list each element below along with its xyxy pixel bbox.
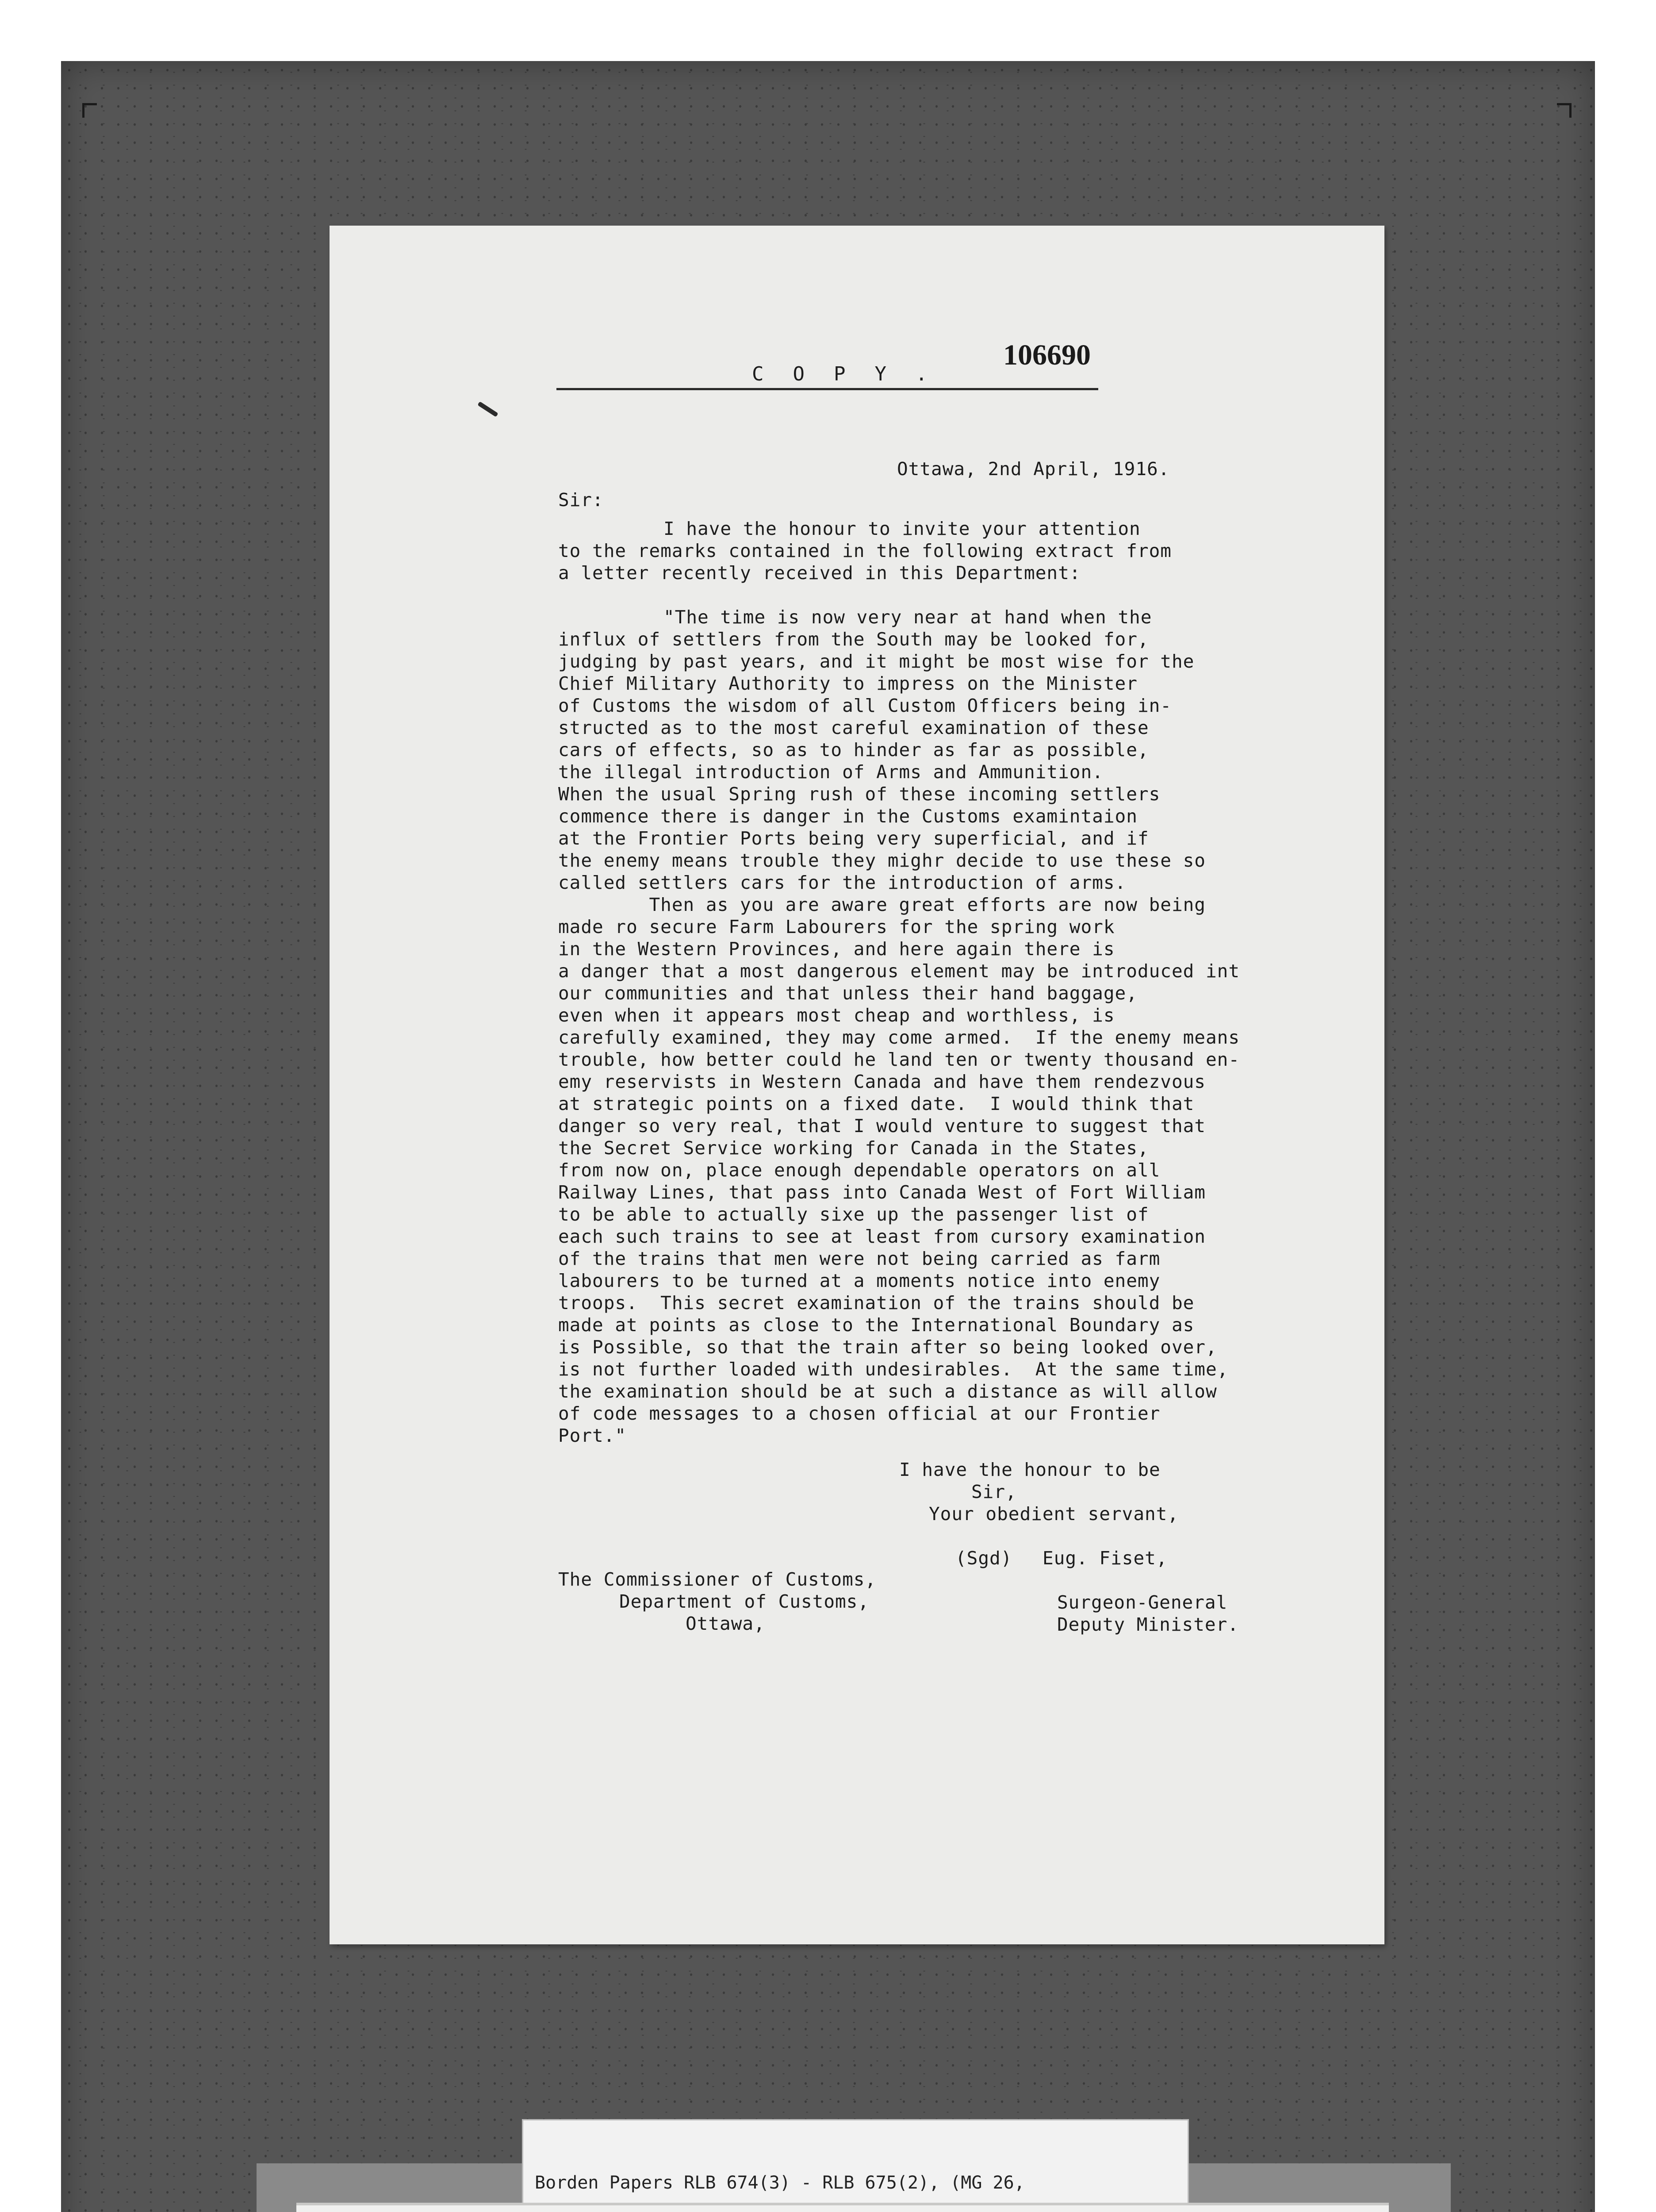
- quote-line: emy reservists in Western Canada and have them rendezvous: [558, 1071, 1206, 1092]
- quote-line: is Possible, so that the train after so being looked over,: [558, 1336, 1217, 1358]
- quote-line: Railway Lines, that pass into Canada West of Fort William: [558, 1182, 1206, 1203]
- crop-mark-top-left: [82, 103, 97, 118]
- quote-line: commence there is danger in the Customs examintaion: [558, 806, 1138, 827]
- quote-line: at the Frontier Ports being very superficial, and if: [558, 828, 1149, 849]
- closing-line: Sir,: [971, 1481, 1017, 1502]
- signer-name: Eug. Fiset,: [1043, 1548, 1168, 1569]
- crop-mark-top-right: [1557, 103, 1572, 118]
- quote-line: carefully examined, they may come armed. If the enemy means: [558, 1027, 1240, 1048]
- quote-line: trouble, how better could he land ten or twenty thousand en-: [558, 1049, 1240, 1070]
- quote-line: influx of settlers from the South may be looked for,: [558, 629, 1149, 650]
- quote-line: Then as you are aware great efforts are now being: [558, 894, 1206, 915]
- quote-line: made ro secure Farm Labourers for the spring work: [558, 916, 1115, 937]
- quote-line: to be able to actually sixe up the passenger list of: [558, 1204, 1149, 1225]
- quote-line: a danger that a most dangerous element may be introduced int: [558, 960, 1240, 982]
- closing-line: Your obedient servant,: [929, 1503, 1179, 1525]
- quote-line: of Customs the wisdom of all Custom Officers being in-: [558, 695, 1172, 716]
- quote-line: of the trains that men were not being carried as farm: [558, 1248, 1161, 1269]
- quote-line: "The time is now very near at hand when the: [663, 607, 1152, 628]
- quote-line: is not further loaded with undesirables. At the same time,: [558, 1359, 1229, 1380]
- quote-line: our communities and that unless their hand baggage,: [558, 983, 1138, 1004]
- quote-line: labourers to be turned at a moments notice into enemy: [558, 1270, 1161, 1291]
- copy-heading: COPY.: [752, 363, 957, 385]
- salutation: Sir:: [558, 489, 604, 511]
- quote-line: even when it appears most cheap and worthless, is: [558, 1005, 1115, 1026]
- quote-line: judging by past years, and it might be most wise for the: [558, 651, 1195, 672]
- intro-line: I have the honour to invite your attention: [663, 518, 1141, 539]
- quote-line: cars of effects, so as to hinder as far as possible,: [558, 739, 1149, 760]
- signer-title-line: Surgeon-General: [1057, 1592, 1228, 1613]
- reference-line: Borden Papers RLB 674(3) - RLB 675(2), (MG 26,: [535, 2173, 1025, 2193]
- quote-line: called settlers cars for the introduction of arms.: [558, 872, 1127, 893]
- addressee-line: The Commissioner of Customs,: [558, 1569, 877, 1590]
- quote-line: in the Western Provinces, and here again there is: [558, 938, 1115, 960]
- quote-line: of code messages to a chosen official at our Frontier: [558, 1403, 1161, 1424]
- quote-line: Chief Military Authority to impress on the Minister: [558, 673, 1138, 694]
- intro-line: to the remarks contained in the following extract from: [558, 540, 1172, 561]
- quote-line: at strategic points on a fixed date. I would think that: [558, 1093, 1195, 1114]
- quote-line: When the usual Spring rush of these incoming settlers: [558, 783, 1161, 805]
- quote-line: danger so very real, that I would venture to suggest that: [558, 1115, 1206, 1137]
- quote-line: structed as to the most careful examination of these: [558, 717, 1149, 738]
- reference-tag: [522, 2119, 1189, 2212]
- date-line: Ottawa, 2nd April, 1916.: [897, 458, 1170, 480]
- addressee-line: Department of Customs,: [619, 1591, 870, 1612]
- quote-line: the Secret Service working for Canada in the States,: [558, 1137, 1149, 1159]
- quote-line: made at points as close to the International Boundary as: [558, 1314, 1195, 1336]
- addressee-line: Ottawa,: [686, 1613, 765, 1634]
- signer-title-line: Deputy Minister.: [1057, 1614, 1239, 1635]
- intro-line: a letter recently received in this Department:: [558, 562, 1081, 584]
- document-number: 106690: [1003, 339, 1091, 371]
- quote-line: troops. This secret examination of the trains should be: [558, 1292, 1195, 1313]
- heading-underline: [556, 388, 1098, 390]
- quote-line: the enemy means trouble they mighr decide to use these so: [558, 850, 1206, 871]
- archive-card: [296, 2205, 1389, 2212]
- quote-line: from now on, place enough dependable operators on all: [558, 1160, 1161, 1181]
- quote-line: each such trains to see at least from cursory examination: [558, 1226, 1206, 1247]
- closing-line: I have the honour to be: [899, 1459, 1161, 1480]
- signed-prefix: (Sgd): [955, 1548, 1012, 1569]
- quote-line: the examination should be at such a distance as will allow: [558, 1381, 1217, 1402]
- quote-line: Port.": [558, 1425, 627, 1446]
- quote-line: the illegal introduction of Arms and Ammunition.: [558, 761, 1104, 783]
